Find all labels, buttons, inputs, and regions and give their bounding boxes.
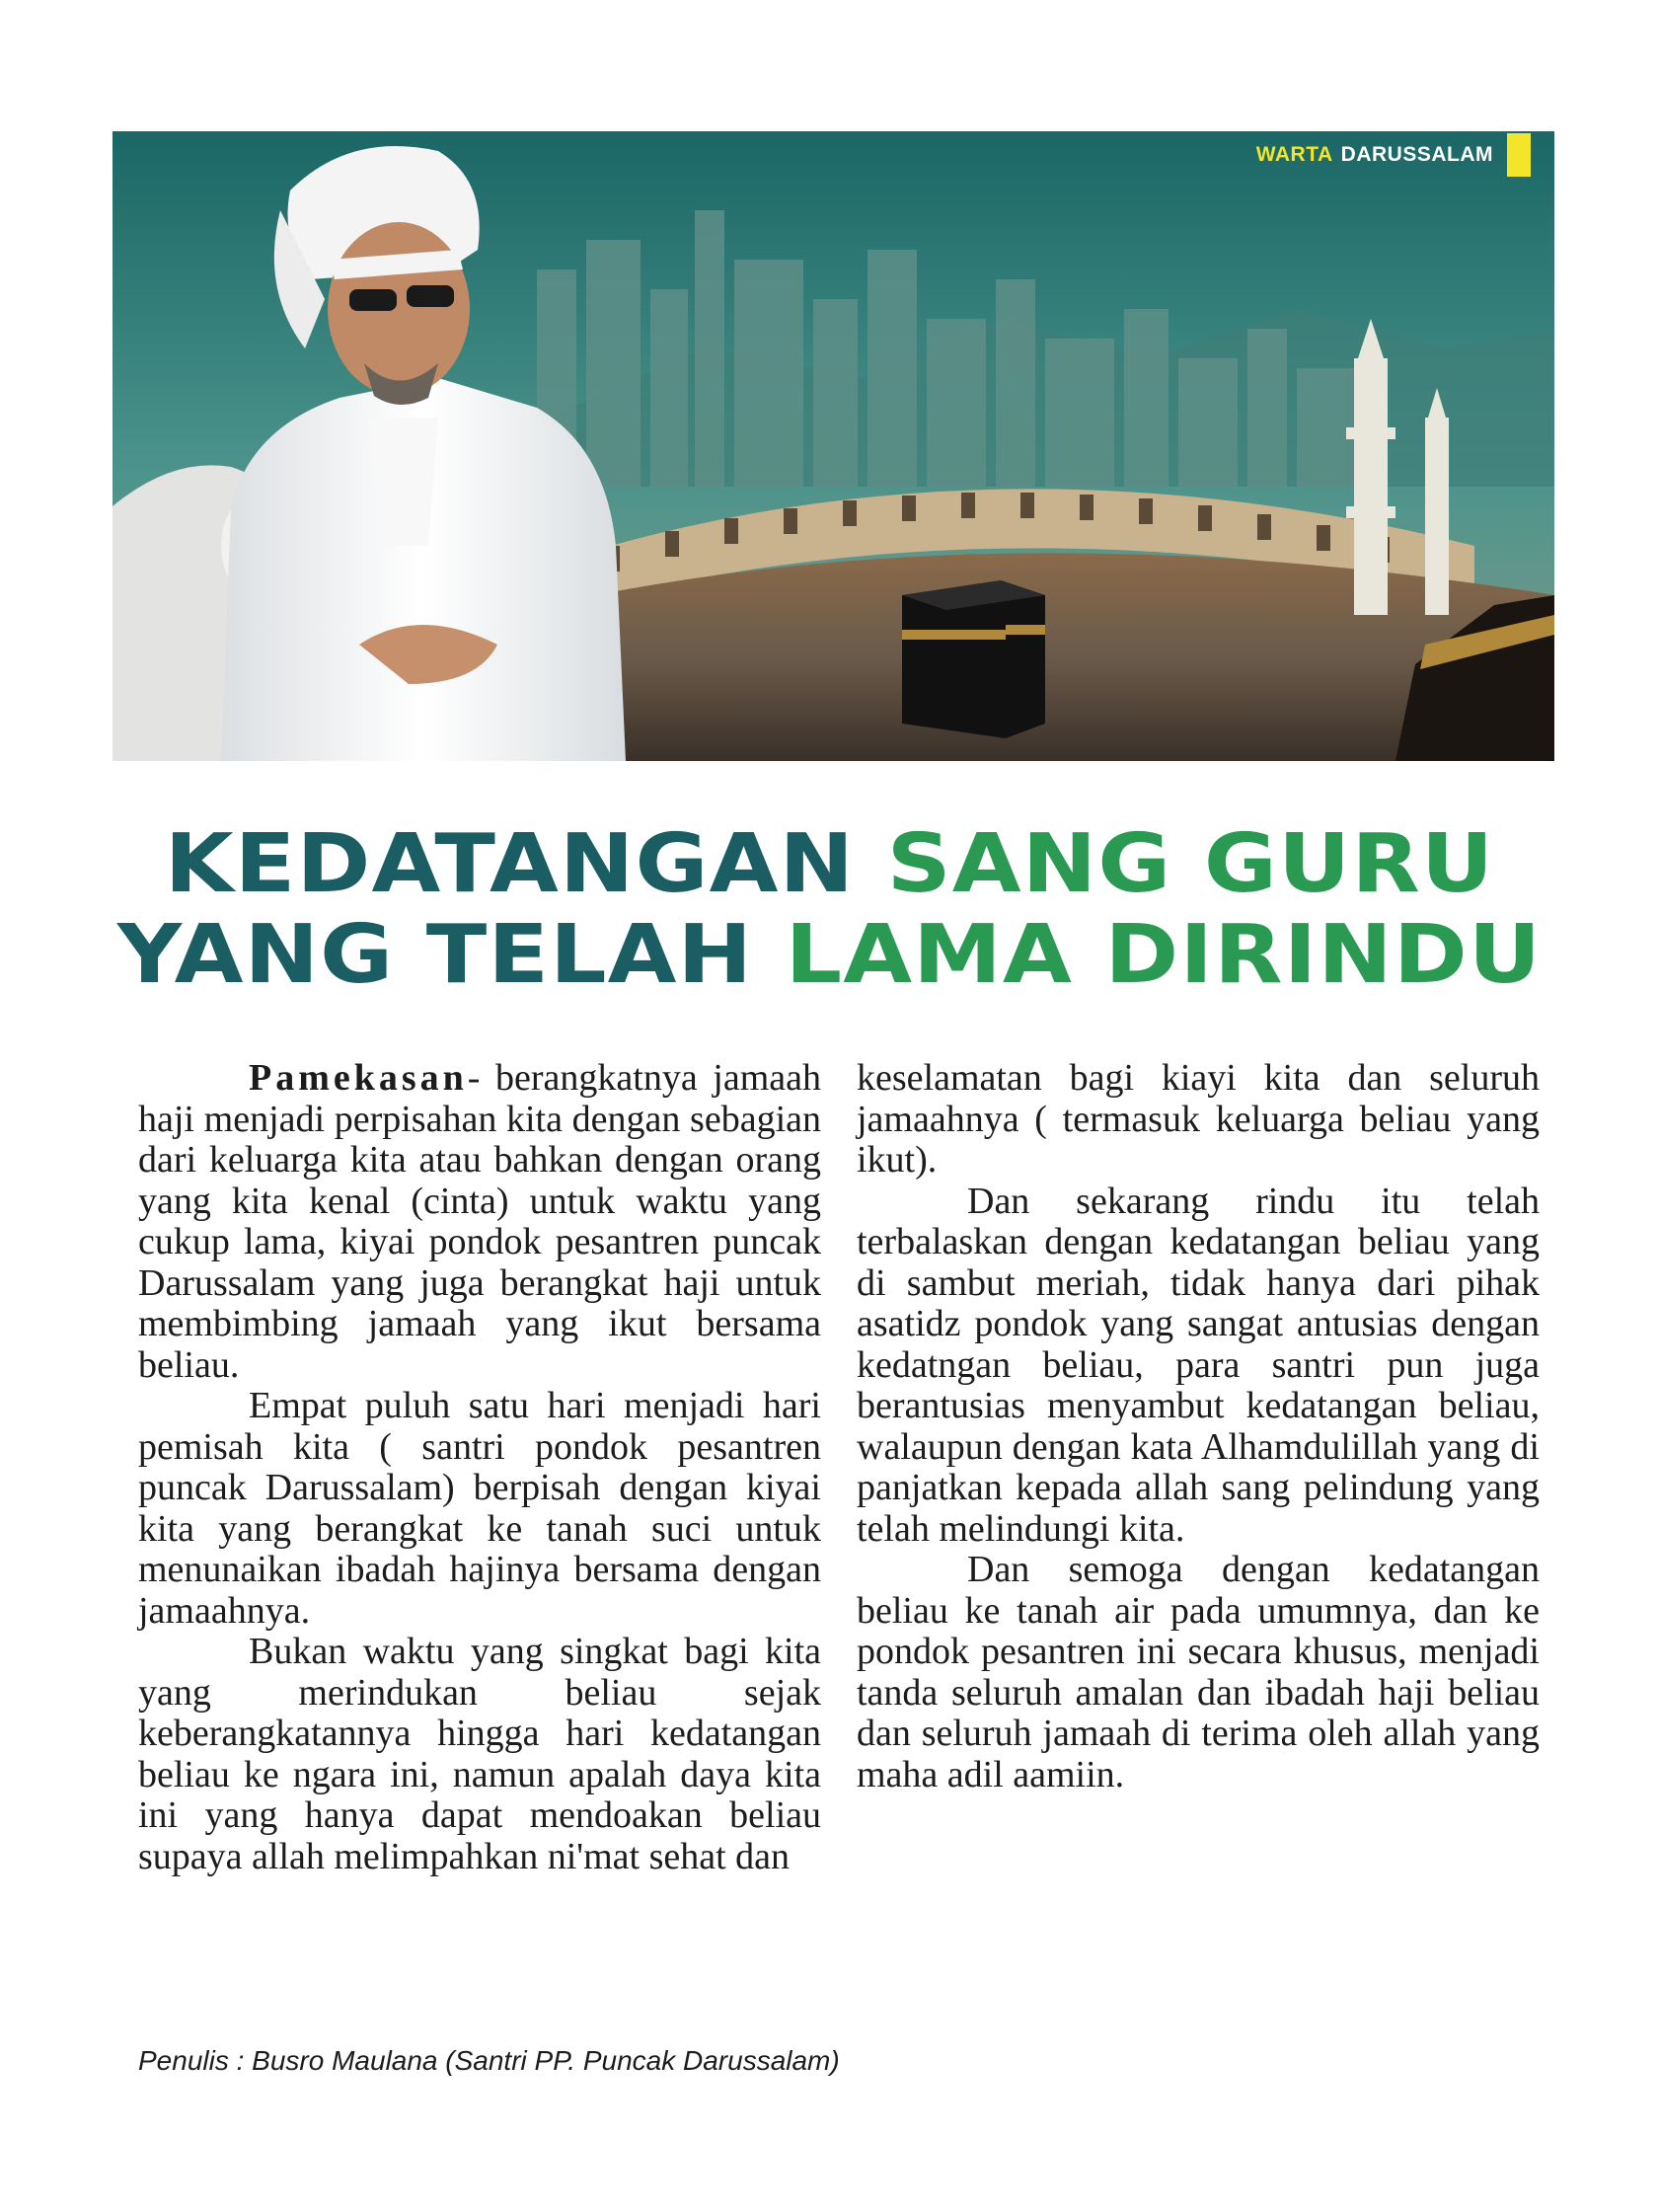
header-banner [113, 131, 1554, 761]
kaaba-illustration [902, 580, 1045, 738]
paragraph-1 [138, 1058, 821, 1386]
headline-line-1-green: SANG GURU [886, 817, 1495, 911]
paragraph-5: Dan semoga dengan kedatangan beliau ke tanah air pada umumnya, dan ke pondok pesantren ini secara khusus, menjadi tanda seluruh amalan dan ibadah haji beliau dan seluruh jamaah di terima oleh allah yang maha adil aamiin. [857, 1549, 1540, 1795]
paragraph-1-text: - berangkatnya jamaah haji menjadi perpisahan kita dengan sebagian dari keluarga kita atau bahkan dengan orang yang kita kenal (cinta) untuk waktu yang cukup lama, kiyai pondok pesantren puncak Darussalam yang juga berangkat haji untuk membimbing jamaah yang ikut bersama beliau. [138, 1057, 821, 1386]
paragraph-3-continued: keselamatan bagi kiayi kita dan seluruh jamaahnya ( termasuk keluarga beliau yang ikut). [857, 1057, 1540, 1181]
banner-photo-illustration [113, 131, 1554, 761]
article-headline [0, 819, 1659, 1001]
brand-accent-bar [1507, 133, 1531, 177]
headline-line-1-dark: KEDATANGAN [164, 817, 856, 911]
headline-line-1 [0, 819, 1659, 910]
dateline: Pamekasan [249, 1057, 468, 1099]
headline-line-2-dark: YANG TELAH [116, 908, 754, 1002]
brand-word-darussalam: DARUSSALAM [1340, 143, 1493, 166]
author-credit: Penulis : Busro Maulana (Santri PP. Puncak Darussalam) [138, 2045, 840, 2076]
publication-brand [1256, 133, 1531, 177]
article-column-right [857, 1058, 1540, 1795]
paragraph-3: Bukan waktu yang singkat bagi kita yang merindukan beliau sejak keberangkatannya hingga hari kedatangan beliau ke ngara ini, namun apalah daya kita ini yang hanya dapat mendoakan beliau supaya allah melimpahkan ni'mat sehat dan [138, 1631, 821, 1877]
paragraph-2: Empat puluh satu hari menjadi hari pemisah kita ( santri pondok pesantren puncak Darussalam) berpisah dengan kiyai kita yang berangkat ke tanah suci untuk menunaikan ibadah hajinya bersama dengan jamaahnya. [138, 1385, 821, 1632]
headline-line-2-green: LAMA DIRINDU [785, 908, 1543, 1002]
brand-word-warta: WARTA [1255, 143, 1333, 166]
paragraph-4: Dan sekarang rindu itu telah terbalaskan dengan kedatangan beliau yang di sambut meriah, tidak hanya dari pihak asatidz pondok yang sangat antusias dengan kedatngan beliau, para santri pun juga berantusias menyambut kedatangan beliau, walaupun dengan kata Alhamdulillah yang di panjatkan kepada allah sang pelindung yang telah melindungi kita. [857, 1180, 1540, 1550]
article-column-left [138, 1058, 821, 1877]
headline-line-2 [0, 910, 1659, 1001]
